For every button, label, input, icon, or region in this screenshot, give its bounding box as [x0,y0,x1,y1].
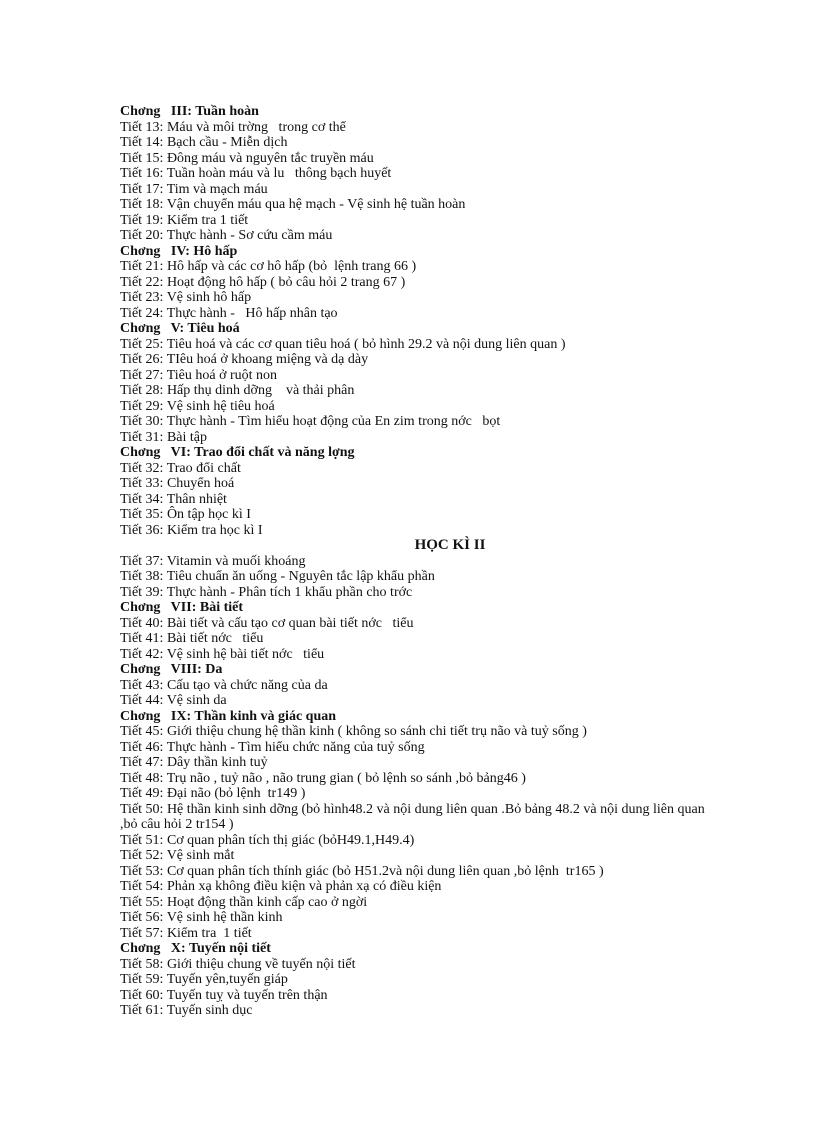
chapter-heading: Chơng IX: Thần kinh và giác quan [120,708,337,724]
lesson-item: Tiết 38: Tiêu chuẩn ăn uống - Nguyên tắc lập khẩu phần [120,569,435,584]
lesson-item: Tiết 41: Bài tiết nớc tiểu [120,631,264,646]
lesson-item: Tiết 32: Trao đổi chất [120,460,241,476]
lesson-item: Tiết 40: Bài tiết và cấu tạo cơ quan bài tiết nớc tiểu [120,615,414,631]
lesson-item: Tiết 30: Thực hành - Tìm hiểu hoạt động của En zim trong nớc bọt [120,414,501,429]
lesson-item: Tiết 17: Tim và mạch máu [120,181,268,197]
lesson-item: Tiết 42: Vệ sinh hệ bài tiết nớc tiểu [120,646,325,662]
lesson-item: Tiết 48: Trụ não , tuỷ não , não trung gian ( bỏ lệnh so sánh ,bỏ bảng46 ) [120,770,526,786]
lesson-item: Tiết 13: Máu và môi trờng trong cơ thể [120,119,346,135]
lesson-item: Tiết 61: Tuyến sinh dục [120,1003,253,1018]
lesson-item: Tiết 47: Dây thần kinh tuỷ [120,755,268,770]
lesson-item: Tiết 34: Thân nhiệt [120,491,227,507]
lesson-item: Tiết 58: Giới thiệu chung về tuyến nội tiết [120,956,356,972]
chapter-heading: Chơng IV: Hô hấp [120,243,238,259]
lesson-item: Tiết 52: Vệ sinh mắt [120,848,235,863]
chapter-heading: Chơng VIII: Da [120,662,223,677]
lesson-item: Tiết 33: Chuyển hoá [120,476,235,491]
lesson-item: Tiết 22: Hoạt động hô hấp ( bỏ câu hỏi 2 trang 67 ) [120,274,406,290]
lesson-item: Tiết 18: Vận chuyển máu qua hệ mạch - Vệ sinh hệ tuần hoàn [120,197,466,212]
lesson-item: Tiết 16: Tuần hoàn máu và lu thông bạch huyết [120,166,392,181]
lesson-item: Tiết 51: Cơ quan phân tích thị giác (bỏH49.1,H49.4) [120,832,415,848]
document-page [120,104,720,1019]
lesson-item: Tiết 59: Tuyến yên,tuyến giáp [120,972,288,987]
lesson-item: Tiết 24: Thực hành - Hô hấp nhân tạo [120,305,338,321]
lesson-item: Tiết 36: Kiểm tra học kì I [120,522,263,538]
chapter-heading: Chơng VI: Trao đổi chất và năng lợng [120,445,355,460]
chapter-heading: Chơng III: Tuần hoàn [120,104,259,119]
lesson-item: Tiết 43: Cấu tạo và chức năng của da [120,677,328,693]
lesson-item: Tiết 57: Kiểm tra 1 tiết [120,925,252,941]
lesson-item: Tiết 55: Hoạt động thần kinh cấp cao ở ngời [120,894,368,910]
lesson-item: Tiết 53: Cơ quan phân tích thính giác (bỏ H51.2và nội dung liên quan ,bỏ lệnh tr165 ) [120,863,604,879]
lesson-item: Tiết 26: TIêu hoá ở khoang miệng và dạ dày [120,352,369,367]
chapter-heading: Chơng X: Tuyến nội tiết [120,941,271,956]
lesson-item: Tiết 49: Đại não (bỏ lệnh tr149 ) [120,786,306,801]
lesson-item: Tiết 46: Thực hành - Tìm hiểu chức năng của tuỷ sống [120,739,425,755]
lesson-item: Tiết 27: Tiêu hoá ở ruột non [120,367,278,383]
lesson-item: Tiết 20: Thực hành - Sơ cứu cầm máu [120,228,333,243]
lesson-item: Tiết 45: Giới thiệu chung hệ thần kinh ( không so sánh chi tiết trụ não và tuỷ sống ) [120,724,587,739]
lesson-item: Tiết 14: Bạch cầu - Miễn dịch [120,135,288,150]
lesson-item: Tiết 60: Tuyến tuỵ và tuyến trên thận [120,987,328,1003]
lesson-item: Tiết 19: Kiểm tra 1 tiết [120,212,249,228]
lesson-item: Tiết 21: Hô hấp và các cơ hô hấp (bỏ lệnh trang 66 ) [120,259,417,274]
lesson-item: Tiết 56: Vệ sinh hệ thần kinh [120,910,283,925]
lesson-item: Tiết 28: Hấp thụ dinh dỡng và thải phân [120,383,355,398]
chapter-heading: Chơng V: Tiêu hoá [120,321,240,336]
chapter-heading: Chơng VII: Bài tiết [120,600,244,615]
lesson-item: Tiết 35: Ôn tập học kì I [120,507,251,522]
lesson-item: Tiết 44: Vệ sinh da [120,693,227,708]
lesson-item: Tiết 39: Thực hành - Phân tích 1 khẩu phần cho trớc [120,584,413,600]
lesson-item: Tiết 31: Bài tập [120,429,207,445]
lesson-item: Tiết 15: Đông máu và nguyên tắc truyền máu [120,150,374,166]
lesson-item: Tiết 50: Hệ thần kinh sinh dỡng (bỏ hình48.2 và nội dung liên quan .Bỏ bảng 48.2 và nội dung liên quan ,bỏ câu hỏi 2 tr154 ) [120,801,705,832]
lesson-item: Tiết 37: Vitamin và muối khoáng [120,553,306,569]
lesson-item: Tiết 23: Vệ sinh hô hấp [120,290,252,305]
semester-heading: HỌC KÌ II [414,537,486,553]
lesson-item: Tiết 29: Vệ sinh hệ tiêu hoá [120,398,275,414]
lesson-item: Tiết 25: Tiêu hoá và các cơ quan tiêu hoá ( bỏ hình 29.2 và nội dung liên quan ) [120,336,566,352]
lesson-item: Tiết 54: Phản xạ không điều kiện và phản xạ có điều kiện [120,879,442,894]
